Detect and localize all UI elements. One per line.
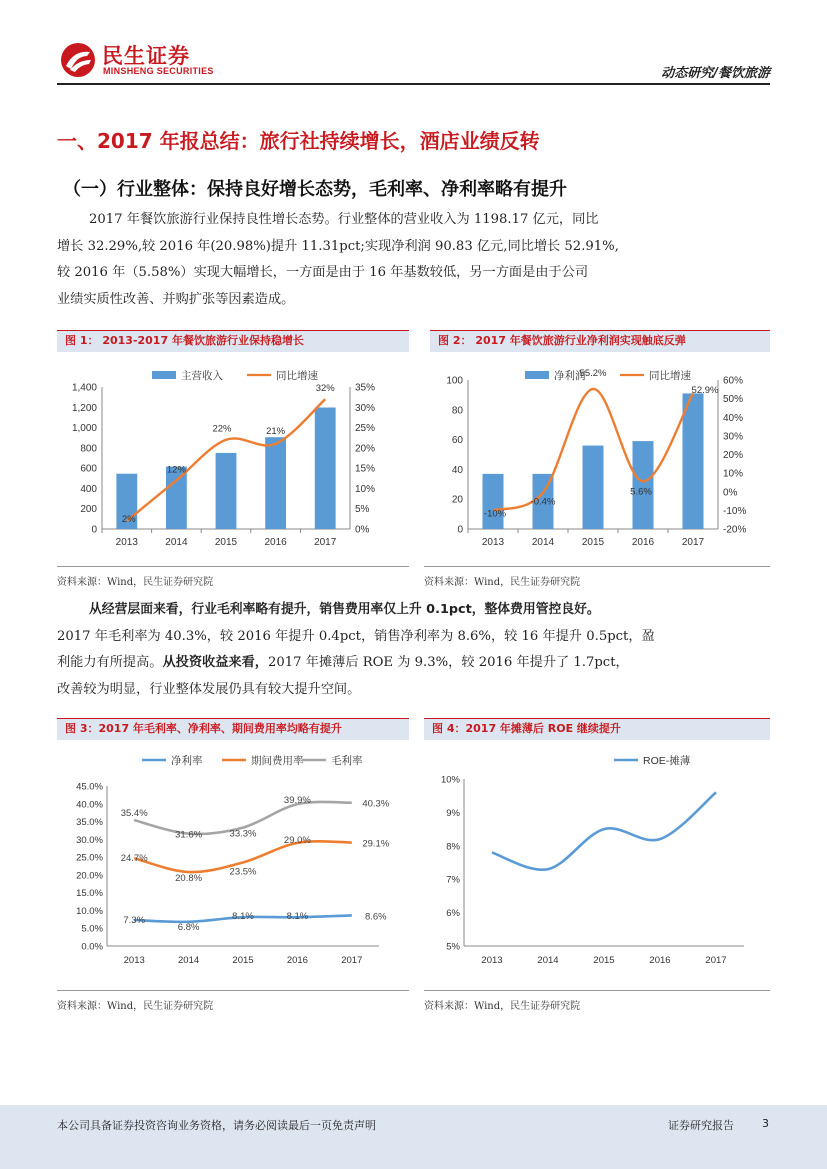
bar-2016 [265,437,286,529]
bar-2014 [166,467,187,529]
y-right-tick-label: 5% [355,504,370,516]
y-left-tick-label: 1,400 [71,382,97,394]
y-right-tick-label: 0% [355,524,370,536]
line-data-label: 55.2% [579,367,607,379]
report-type: 动态研究/餐饮旅游 [661,66,770,81]
y-tick-label: 7% [446,874,460,886]
x-tick-label: 2017 [314,537,337,548]
figure-3-title: 图 3：2017 年毛利率、净利率、期间费用率均略有提升 [57,718,409,740]
paragraph-text-bold: 从投资收益来看， [162,655,268,670]
y-left-tick-label: 100 [446,375,463,387]
line-data-label: 29.1% [362,838,390,850]
intro-paragraph [57,207,770,313]
paragraph-line: 2017 年餐饮旅游行业保持良性增长态势。行业整体的营业收入为 1198.17 亿元，同比 [89,212,599,227]
line-data-label: 12% [166,464,186,476]
y-tick-label: 20.0% [76,870,103,882]
line-data-label: 32% [315,383,335,395]
y-tick-label: 0.0% [81,941,103,953]
y-tick-label: 10.0% [76,905,103,917]
line-data-label: 24.7% [120,853,148,865]
y-tick-label: 35.0% [76,817,103,829]
y-right-tick-label: 0% [723,487,738,499]
legend-label-line: 同比增速 [276,370,318,382]
legend-label: 期间费用率 [251,755,304,767]
y-tick-label: 10% [440,774,460,786]
figure-2-source: 资料来源：Wind，民生证券研究院 [424,566,770,588]
y-right-tick-label: -10% [723,505,747,517]
legend-label: ROE-摊薄 [643,755,691,767]
legend-label-bar: 主营收入 [181,370,223,382]
line-data-label: -0.4% [530,496,556,508]
line-data-label: 35.4% [120,808,148,820]
section-title: 一、2017 年报总结：旅行社持续增长，酒店业绩反转 [57,129,540,153]
x-tick-label: 2017 [705,955,727,966]
series-line-ROE-摊薄 [492,792,716,869]
line-data-label: 7.3% [123,915,146,927]
figure-4-source: 资料来源：Wind，民生证券研究院 [424,990,770,1012]
y-tick-label: 25.0% [76,852,103,864]
y-right-tick-label: 15% [355,463,376,475]
legend-swatch-bar [525,371,549,379]
paragraph-line: 业绩实质性改善、并购扩张等因素造成。 [57,291,295,307]
footer-disclaimer: 本公司具备证券投资咨询业务资格，请务必阅读最后一页免责声明 [57,1119,376,1132]
y-left-tick-label: 800 [80,443,97,455]
y-right-tick-label: 50% [723,394,744,406]
x-tick-label: 2017 [681,537,705,548]
figure-1-title: 图 1： 2013-2017 年餐饮旅游行业保持稳增长 [57,330,409,352]
y-tick-label: 5.0% [81,923,103,935]
line-data-label: 20.8% [175,873,203,885]
bar-2015 [216,453,237,529]
figure-2-chart [430,360,770,560]
x-tick-label: 2015 [214,537,238,548]
y-tick-label: 6% [446,908,460,920]
y-right-tick-label: 40% [723,412,744,424]
footer-band [0,1105,827,1169]
header-divider [57,83,770,85]
y-tick-label: 9% [446,807,460,819]
line-data-label: 23.5% [229,866,257,878]
line-data-label: 31.6% [175,829,203,841]
line-data-label: 52.9% [691,385,719,397]
logo-english-name: MINSHENG SECURITIES [103,66,214,76]
bar-2017 [315,407,336,529]
x-tick-label: 2015 [593,955,615,966]
line-data-label: 33.3% [229,828,257,840]
paragraph-line-bold: 从经营层面来看，行业毛利率略有提升，销售费用率仅上升 0.1pct，整体费用管控良好。 [89,602,600,617]
x-tick-label: 2015 [581,537,605,548]
y-right-tick-label: 10% [723,468,744,480]
minsheng-logo-icon [60,42,96,78]
y-left-tick-label: 1,000 [71,423,97,435]
line-data-label: 39.9% [283,795,311,807]
bar-2015 [583,446,604,529]
y-right-tick-label: 35% [355,382,376,394]
page-number: 3 [762,1117,769,1130]
x-tick-label: 2017 [341,955,363,966]
figure-1-source: 资料来源：Wind，民生证券研究院 [57,566,409,588]
legend-label-line: 同比增速 [649,370,691,382]
y-tick-label: 8% [446,841,460,853]
x-tick-label: 2014 [178,955,200,966]
figure-4-chart [424,746,770,976]
x-tick-label: 2016 [286,955,308,966]
y-left-tick-label: 400 [80,483,97,495]
y-left-tick-label: 0 [91,524,97,536]
bar-2013 [483,474,504,529]
y-tick-label: 15.0% [76,888,103,900]
line-data-label: 6.8% [177,921,200,933]
figure-3-source: 资料来源：Wind，民生证券研究院 [57,990,409,1012]
y-left-tick-label: 20 [451,494,463,506]
legend-label: 净利率 [171,755,203,767]
paragraph-line: 2017 年毛利率为 40.3%，较 2016 年提升 0.4pct，销售净利率为 8.6%，较 16 年提升 0.5pct，盈 [57,628,655,644]
x-tick-label: 2014 [531,537,555,548]
figure-4-title: 图 4：2017 年摊薄后 ROE 继续提升 [424,718,770,740]
paragraph-text: 利能力有所提高。 [57,655,163,670]
x-tick-label: 2015 [232,955,254,966]
x-tick-label: 2014 [165,537,188,548]
y-right-tick-label: 20% [723,450,744,461]
y-left-tick-label: 80 [451,405,463,417]
y-left-tick-label: 0 [457,524,463,536]
y-left-tick-label: 600 [80,463,97,475]
line-data-label: 22% [212,423,232,435]
line-data-label: 21% [266,425,286,437]
y-tick-label: 5% [446,941,460,953]
subsection-title: （一）行业整体：保持良好增长态势，毛利率、净利率略有提升 [63,179,567,200]
y-left-tick-label: 200 [80,504,97,516]
legend-swatch-bar [152,371,176,379]
paragraph-line: 改善较为明显，行业整体发展仍具有较大提升空间。 [57,681,361,697]
line-data-label: 5.6% [630,486,652,498]
line-data-label: 8.1% [232,911,254,923]
y-right-tick-label: 30% [355,402,376,414]
line-data-label: 8.1% [286,911,309,923]
paragraph-line: 增长 32.29%,较 2016 年(20.98%)提升 11.31pct;实现净利润 90.83 亿元,同比增长 52.91%, [57,238,619,254]
bar-2017 [683,393,704,529]
line-data-label: 8.6% [364,911,387,923]
line-data-label: -10% [483,508,507,520]
y-right-tick-label: 60% [723,375,744,387]
y-tick-label: 30.0% [76,834,103,846]
x-tick-label: 2013 [123,955,145,966]
paragraph-text: 2017 年摊薄后 ROE 为 9.3%，较 2016 年提升了 1.7pct， [268,655,629,670]
figure-2-title: 图 2： 2017 年餐饮旅游行业净利润实现触底反弹 [430,330,770,352]
line-data-label: 40.3% [362,798,390,810]
x-tick-label: 2016 [264,537,287,548]
x-tick-label: 2016 [631,537,655,548]
y-right-tick-label: 30% [723,431,744,443]
line-data-label: 2% [121,513,136,525]
footer-doc-type: 证券研究报告 [668,1119,734,1132]
x-tick-label: 2014 [537,955,559,966]
y-tick-label: 45.0% [76,781,103,793]
legend-label-bar: 净利润 [554,370,586,382]
line-data-label: 29.0% [283,834,311,846]
y-left-tick-label: 1,200 [71,402,97,414]
x-tick-label: 2016 [649,955,671,966]
x-tick-label: 2013 [115,537,138,548]
legend-label: 毛利率 [331,755,363,767]
analysis-paragraph [57,597,770,703]
figure-1-chart [57,360,409,560]
bar-2016 [633,441,654,529]
y-right-tick-label: 20% [355,443,376,455]
y-right-tick-label: -20% [723,524,747,536]
y-left-tick-label: 60 [451,435,463,447]
y-left-tick-label: 40 [451,464,463,476]
y-right-tick-label: 10% [355,483,376,495]
x-tick-label: 2013 [481,537,505,548]
y-right-tick-label: 25% [355,423,376,435]
logo-chinese-name: 民生证券 [102,44,190,68]
paragraph-line: 较 2016 年（5.58%）实现大幅增长，一方面是由于 16 年基数较低，另一方面是由于公司 [57,265,588,280]
x-tick-label: 2013 [481,955,503,966]
paragraph-line [57,650,770,677]
y-tick-label: 40.0% [76,799,103,811]
figure-3-chart [57,746,409,976]
